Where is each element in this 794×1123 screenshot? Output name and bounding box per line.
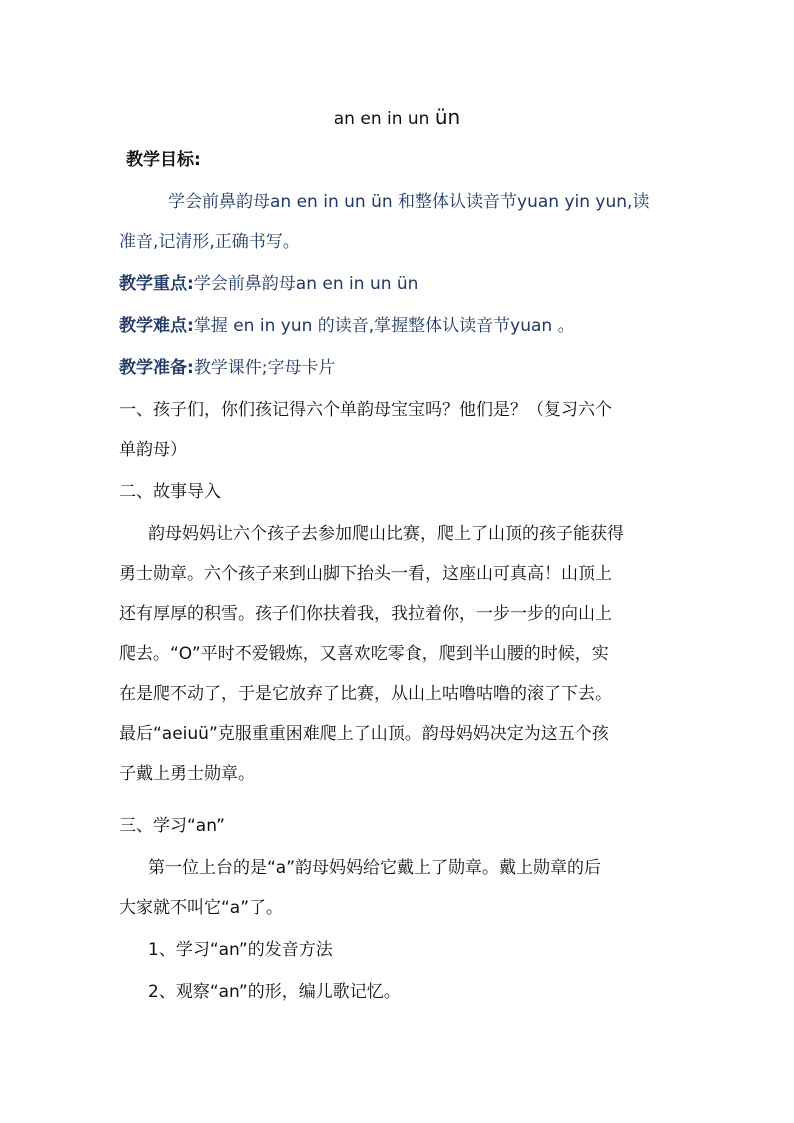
step-2: 2、观察“an”的形，编儿歌记忆。 <box>148 982 401 1002</box>
story-line-5: 在是爬不动了，于是它放弃了比赛，从山上咕噜咕噜的滚了下去。 <box>119 684 612 704</box>
goal-heading: 教学目标: <box>126 150 201 170</box>
story-line-2: 勇士勋章。六个孩子来到山脚下抬头一看，这座山可真高！山顶上 <box>119 564 612 584</box>
an-line-2: 大家就不叫它“a”了。 <box>119 898 284 918</box>
story-line-1: 韵母妈妈让六个孩子去参加爬山比赛，爬上了山顶的孩子能获得 <box>148 524 624 544</box>
difficult-point <box>119 314 575 338</box>
story-line-7: 子戴上勇士勋章。 <box>119 764 255 784</box>
preparation-label: 教学准备: <box>119 358 194 378</box>
key-point-label: 教学重点: <box>119 274 194 294</box>
goal-line-2: 准音,记清形,正确书写。 <box>119 232 300 252</box>
preparation <box>119 356 336 380</box>
goal-line-1: 学会前鼻韵母an en in un ün 和整体认读音节yuan yin yun,读 <box>168 192 650 212</box>
difficult-point-text: 掌握 en in yun 的读音,掌握整体认读音节yuan 。 <box>193 316 575 336</box>
key-point <box>119 272 418 296</box>
key-point-text: 学会前鼻韵母an en in un ün <box>193 274 419 294</box>
step-1: 1、学习“an”的发音方法 <box>148 940 333 960</box>
story-line-3: 还有厚厚的积雪。孩子们你扶着我，我拉着你，一步一步的向山上 <box>119 604 612 624</box>
lesson-title-main: an en in un <box>333 109 435 129</box>
difficult-point-label: 教学难点: <box>119 316 194 336</box>
an-line-1: 第一位上台的是“a”韵母妈妈给它戴上了勋章。戴上勋章的后 <box>148 858 602 878</box>
section-1-line-1: 一、孩子们，你们孩记得六个单韵母宝宝吗？他们是？（复习六个 <box>119 400 612 420</box>
section-1-line-2: 单韵母） <box>119 440 187 460</box>
section-2-heading: 二、故事导入 <box>119 482 221 502</box>
story-line-6: 最后“aeiuü”克服重重困难爬上了山顶。韵母妈妈决定为这五个孩 <box>119 724 609 744</box>
section-3-heading: 三、学习“an” <box>119 816 225 836</box>
story-line-4: 爬去。“O”平时不爱锻炼，又喜欢吃零食，爬到半山腰的时候，实 <box>119 644 609 664</box>
lesson-title <box>0 104 794 132</box>
preparation-text: 教学课件;字母卡片 <box>193 358 336 378</box>
lesson-title-tail: ün <box>434 105 461 129</box>
